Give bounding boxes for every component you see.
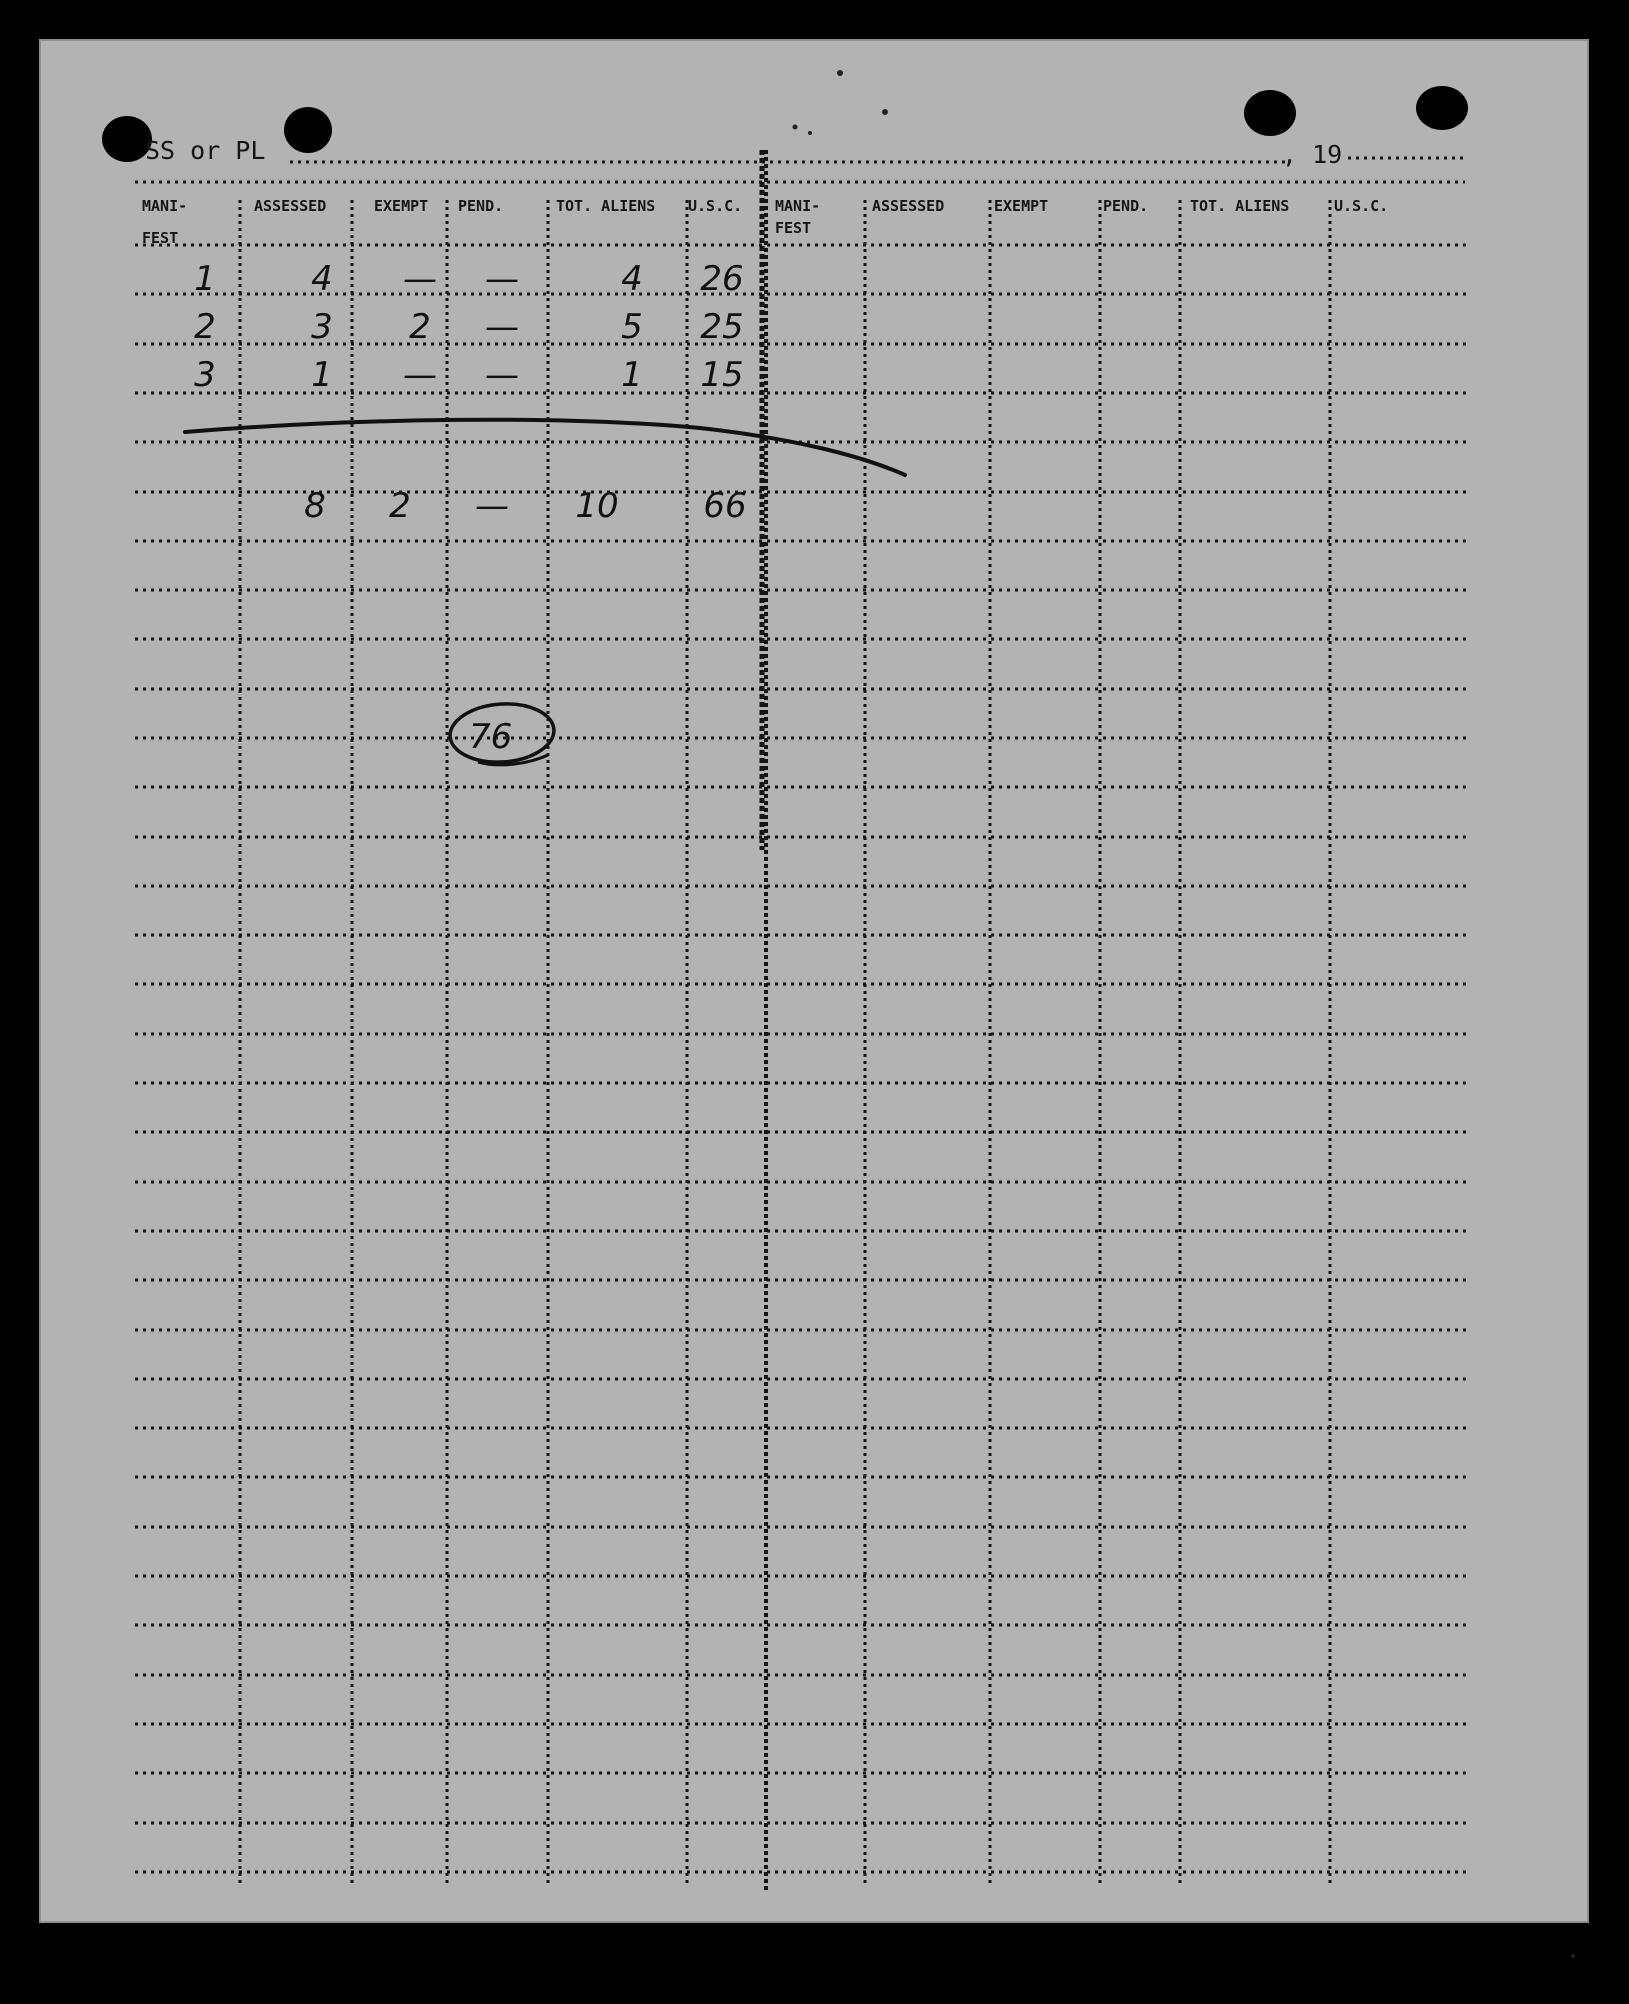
header-manifest-left: MANI- [142,197,188,215]
header-exempt-left: EXEMPT [374,197,429,215]
total-pend: — [475,486,509,526]
entry-pend: — [485,355,519,395]
entry-usc: 26 [700,259,744,299]
header-manifest-right: MANI- [775,197,821,215]
entry-usc: 25 [700,307,744,347]
entry-assessed: 3 [311,307,333,347]
year-label: , 19 [1282,140,1343,169]
paper-sheet [40,40,1588,1922]
total-exempt: 2 [389,486,411,526]
entry-usc: 15 [700,355,744,395]
header-tot-aliens-left: TOT. ALIENS [556,197,656,215]
total-assessed: 8 [304,486,326,526]
entry-assessed: 4 [311,259,333,299]
entry-tot-aliens: 4 [621,259,643,299]
header-pend-right: PEND. [1103,197,1149,215]
entry-exempt: 2 [409,307,431,347]
entry-manifest: 2 [194,307,216,347]
entry-tot-aliens: 5 [621,307,643,347]
header-pend-left: PEND. [458,197,504,215]
total-usc: 66 [703,486,747,526]
total-tot-aliens: 10 [575,486,619,526]
header-assessed-left: ASSESSED [254,197,327,215]
header-tot-aliens-right: TOT. ALIENS [1190,197,1290,215]
header-usc-left: U.S.C. [688,197,743,215]
entry-pend: — [485,259,519,299]
entry-exempt: — [403,355,437,395]
header-manifest-left-2: FEST [142,229,179,247]
grand-total-value: 76 [469,717,513,757]
entry-tot-aliens: 1 [621,355,643,395]
header-assessed-right: ASSESSED [872,197,945,215]
entry-pend: — [485,307,519,347]
entry-assessed: 1 [311,355,333,395]
entry-exempt: — [403,259,437,299]
vessel-label: SS or PL [145,136,266,165]
entry-manifest: 3 [194,355,216,395]
header-exempt-right: EXEMPT [994,197,1049,215]
entry-manifest: 1 [194,259,216,299]
header-usc-right: U.S.C. [1334,197,1389,215]
header-manifest-right-2: FEST [775,219,812,237]
